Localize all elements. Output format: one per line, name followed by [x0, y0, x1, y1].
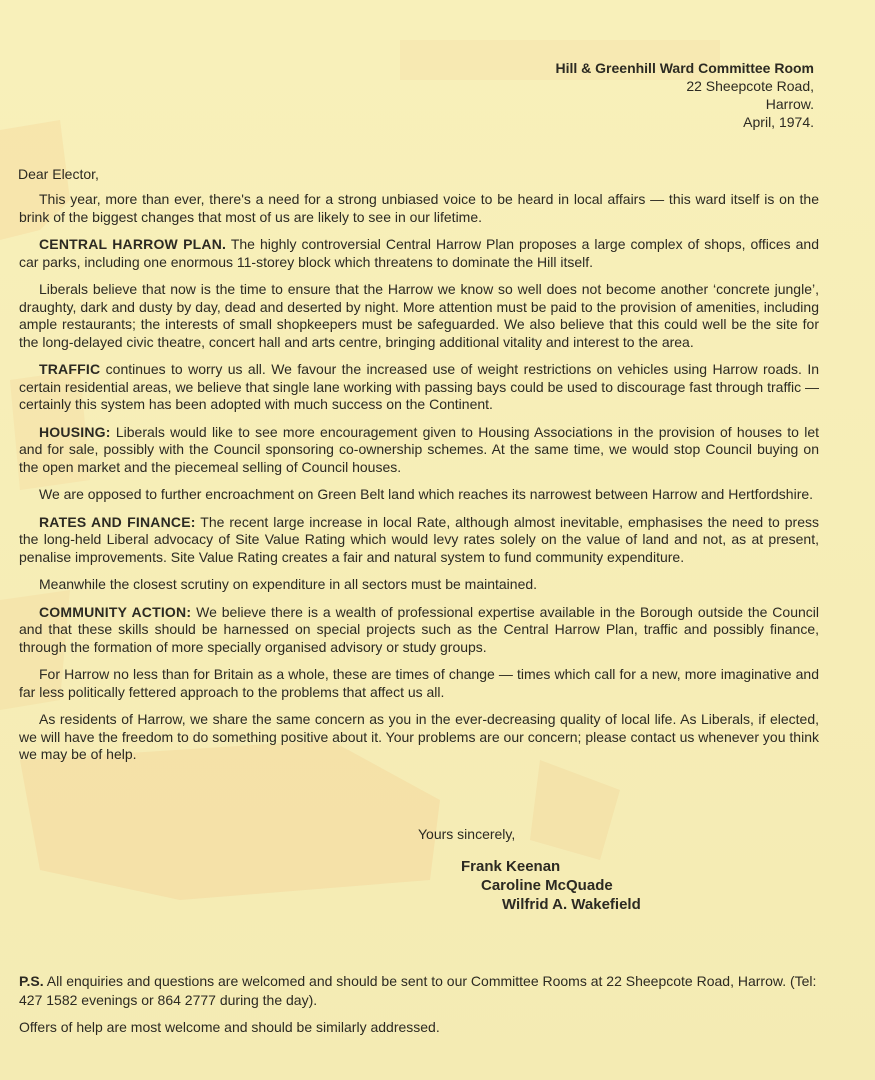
paragraph-text: This year, more than ever, there's a need for a strong unbiased voice to be heard in local affairs — this ward itself is on the brink of the biggest changes that most of us are likely to see in our lifetime. — [19, 191, 819, 225]
paragraph-text: The recent large increase in local Rate, although almost inevitable, emphasises the need to press the long-held Liberal advocacy of Site Value Rating which would levy rates solely on the value of land and not, as at present, penalise improvements. Site Value Rating creates a fair and natural system to fund community expenditure. — [19, 513, 820, 565]
signatory-name: Caroline McQuade — [481, 877, 613, 894]
paragraph-text: continues to worry us all. We favour the increased use of weight restrictions on vehicles using Harrow roads. In certain residential areas, we believe that single lane working with passing bays could be used to discourage fast through traffic — certainly this system has been adopted with much success on the Continent. — [19, 361, 819, 412]
paragraph-green-belt — [19, 486, 819, 504]
paragraph-text: As residents of Harrow, we share the same concern as you in the ever-decreasing quality of local life. As Liberals, if elected, we will have the freedom to do something positive about it. Your problems are our concern; please contact us whenever you think we may be of help. — [19, 711, 819, 762]
salutation: Dear Elector, — [18, 166, 99, 182]
paragraph-traffic — [19, 361, 819, 414]
postscript — [19, 972, 819, 1045]
paragraph-liberals-believe — [19, 281, 819, 351]
postscript-label: P.S. — [19, 973, 44, 989]
sender-address — [555, 59, 814, 131]
paragraph-text: The highly controversial Central Harrow Plan proposes a large complex of shops, offices and car parks, including one enormous 11-storey block which threatens to dominate the Hill itself. — [19, 236, 819, 270]
organisation-name: Hill & Greenhill Ward Committee Room — [555, 60, 814, 76]
paragraph-times-of-change — [19, 666, 819, 701]
closing: Yours sincerely, — [418, 826, 516, 842]
paragraph-text: For Harrow no less than for Britain as a whole, these are times of change — times which call for a new, more imaginative and far less politically fettered approach to the problems that affect us all. — [19, 666, 819, 700]
paragraph-text: Liberals believe that now is the time to ensure that the Harrow we know so well does not become another ‘concrete jungle’, draughty, dark and dusty by day, dead and deserted by night. More attention must be paid to the provision of amenities, including ample restaurants; the interests of small shopkeepers must be safeguarded. We also believe that this could well be the site for the long-delayed civic theatre, concert hall and arts centre, bringing additional vitality and interest to the area. — [19, 281, 819, 350]
paragraph-scrutiny — [19, 576, 819, 594]
paragraph-central-harrow-plan — [19, 236, 819, 271]
paragraph-rates-and-finance — [19, 514, 819, 567]
paragraph-community-action — [19, 604, 819, 657]
letter-date: April, 1974. — [743, 114, 814, 130]
paragraph-text: We believe there is a wealth of professional expertise available in the Borough outside the Council and that these skills should be harnessed on special projects such as the Central Harrow Plan, traffic and possibly finance, through the formation of more specially organised advisory or study groups. — [19, 603, 819, 655]
letter-body — [19, 191, 819, 774]
signatories — [461, 857, 641, 914]
address-street: 22 Sheepcote Road, — [686, 78, 814, 94]
section-heading: CENTRAL HARROW PLAN. — [39, 236, 227, 252]
postscript-text: All enquiries and questions are welcomed and should be sent to our Committee Rooms at 22 Sheepcote Road, Harrow. (Tel: 427 1582 evenings or 864 2777 during the day). — [19, 973, 817, 1008]
section-heading: RATES AND FINANCE: — [39, 513, 196, 530]
paragraph-text: We are opposed to further encroachment on Green Belt land which reaches its narrowest between Harrow and Hertfordshire. — [39, 486, 814, 502]
paragraph-text: Liberals would like to see more encouragement given to Housing Associations in the provision of houses to let and for sale, possibly with the Council sponsoring co-ownership schemes. At the same time, we would stop Council buying on the open market and the piecemeal selling of Council houses. — [19, 423, 819, 475]
postscript-enquiries — [19, 972, 819, 1010]
signatory-name: Frank Keenan — [461, 858, 561, 875]
section-heading: HOUSING: — [39, 423, 111, 440]
postscript-offers: Offers of help are most welcome and should be similarly addressed. — [19, 1019, 440, 1035]
paragraph-intro — [19, 191, 819, 226]
section-heading: TRAFFIC — [39, 361, 101, 377]
section-heading: COMMUNITY ACTION: — [39, 603, 192, 620]
address-town: Harrow. — [765, 96, 814, 112]
signatory-name: Wilfrid A. Wakefield — [502, 896, 641, 913]
paragraph-housing — [19, 424, 819, 477]
paragraph-residents — [19, 711, 819, 764]
paragraph-text: Meanwhile the closest scrutiny on expenditure in all sectors must be maintained. — [39, 576, 538, 592]
